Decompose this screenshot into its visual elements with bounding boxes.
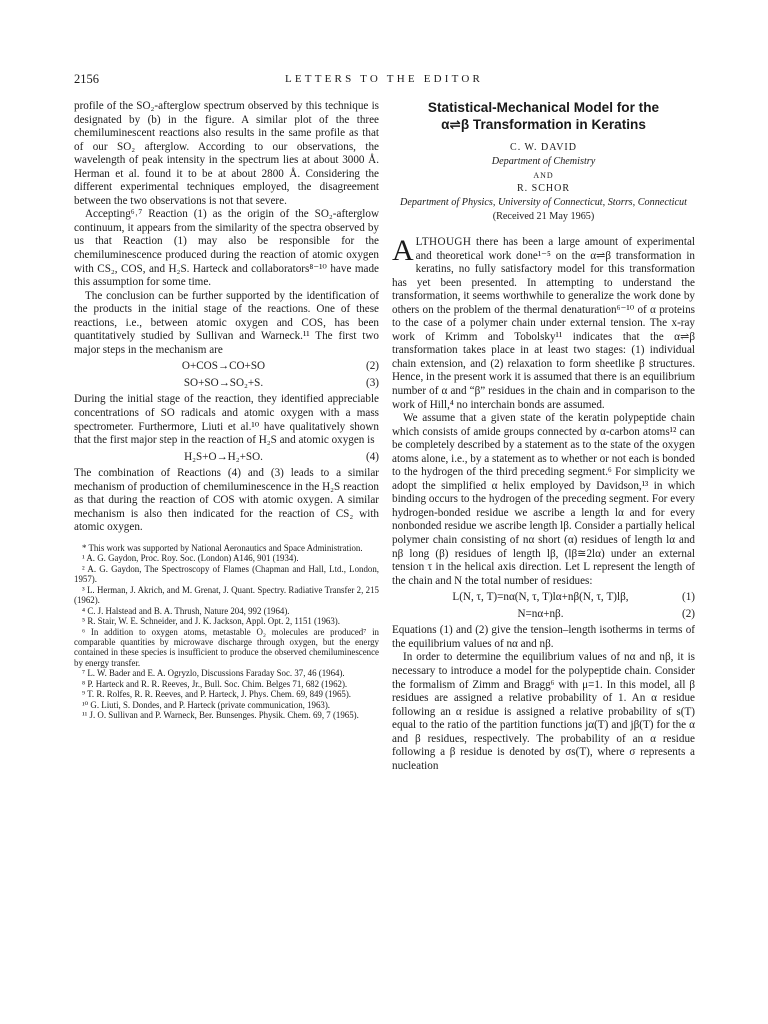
page-number: 2156 [74, 72, 99, 86]
and-word: AND [533, 171, 554, 180]
right-paragraph-1 [392, 236, 695, 412]
author-1: C. W. DAVID [510, 142, 577, 153]
right-paragraph-1-text: there has been a large amount of experimental and theoretical work done¹⁻⁵ on the α⇌β transformation in keratins, no fully satisfactory model for this transformation has yet been presented. In attempting to understand the transformation, it seems worthwhile to generalize the work done by others on the problem of the thermal denaturation⁶⁻¹⁰ of α proteins to the case of a polymer chain under external tension. The x-ray work of Krimm and Tobolsky¹¹ indicates that the α⇌β transformation takes place in at least two stages: (1) individual chain extension, and (2) relaxation to form sheetlike β structures. Hence, in the present work it is assumed that there is an equilibrium number of α and “β” residues in the chain and in comparison to the work of Hill,⁴ no interchain bonds are assumed. [392, 236, 695, 411]
equation-4 [74, 451, 379, 465]
running-head: LETTERS TO THE EDITOR [284, 73, 484, 85]
affiliation-1: Department of Chemistry [491, 156, 596, 167]
left-paragraph-2: Accepting⁶˒⁷ Reaction (1) as the origin of the SO₂-afterglow continuum, it appears from the similarity of the spectra observed by us that Reaction (1) may also be responsible for the chemiluminescence produced during the reaction of atomic oxygen with CS₂, COS, and H₂S. Harteck and collaborators⁸⁻¹⁰ have made this assumption for some time. [74, 208, 379, 289]
equation-3-text: SO+SO→SO₂+S. [183, 376, 264, 389]
right-paragraph-3: Equations (1) and (2) give the tension–length isotherms in terms of the equilibrium values of nα and nβ. [392, 624, 695, 650]
footnote: ² A. G. Gaydon, The Spectroscopy of Flames (Chapman and Hall, Ltd., London, 1957). [74, 563, 379, 585]
footnote: ¹⁰ G. Liuti, S. Dondes, and P. Harteck (private communication, 1963). [82, 699, 331, 710]
footnote: ⁷ L. W. Bader and E. A. Ogryzlo, Discussions Faraday Soc. 37, 46 (1964). [82, 668, 345, 679]
equation-3-number: (3) [366, 376, 379, 389]
equation-2-number: (2) [366, 360, 379, 373]
left-paragraph-3: The conclusion can be further supported by the identification of the products in the initial stage of the reactions. One of these reactions, i.e., between atomic oxygen and COS, has been quantitatively studied by Sullivan and Warneck.¹¹ The first two major steps in the mechanism are [74, 289, 379, 356]
equation-1 [392, 591, 695, 605]
equation-2-right [392, 608, 695, 622]
article-title-line-2: α⇌β Transformation in Keratins [441, 116, 646, 132]
left-column [74, 100, 379, 721]
equation-4-text: H₂S+O→H₂+SO. [184, 450, 263, 463]
drop-cap: A [392, 234, 414, 267]
right-paragraph-4: In order to determine the equilibrium values of nα and nβ, it is necessary to introduce a model for the polypeptide chain. Consider the formalism of Zimm and Bragg⁶ with μ=1. In this model, all β residues are assigned a relative probability of 1. An α residue following an α residue is assigned a relative probability of s(T) equal to the ratio of the partition functions jα(T) and jβ(T) for the α and β residues, respectively. The probability of an α residue following a β residue is denoted by σs(T), where σ represents a nucleation [392, 651, 695, 772]
right-column [392, 100, 695, 773]
footnote: ⁸ P. Harteck and R. R. Reeves, Jr., Bull. Soc. Chim. Belges 71, 682 (1962). [82, 678, 348, 689]
article-body [392, 236, 695, 773]
article-title-line-1: Statistical-Mechanical Model for the [427, 100, 660, 115]
footnote: ⁵ R. Stair, W. E. Schneider, and J. K. Jackson, Appl. Opt. 2, 1151 (1963). [82, 616, 340, 627]
left-paragraph-5: The combination of Reactions (4) and (3) leads to a similar mechanism of production of chemiluminescence in the H₂S reaction as that during the reaction of COS with atomic oxygen. A similar mechanism is also then indicated for the reaction of CS₂ with atomic oxygen. [74, 467, 379, 534]
equation-3 [74, 377, 379, 391]
equation-2-text: O+COS→CO+SO [181, 360, 266, 373]
equation-2-right-number: (2) [682, 607, 695, 620]
footnote: ³ L. Herman, J. Akrich, and M. Grenat, J. Quant. Spectry. Radiative Transfer 2, 215 (1962). [74, 584, 379, 606]
equation-2 [74, 360, 379, 374]
footnote: ¹¹ J. O. Sullivan and P. Warneck, Ber. Bunsenges. Physik. Chem. 69, 7 (1965). [82, 710, 359, 721]
footnotes [74, 543, 379, 721]
right-paragraph-2: We assume that a given state of the keratin polypeptide chain which consists of amide groups connected by α-carbon atoms¹² can be completely described by a statement as to the state of the oxygen atoms alone, i.e., by a statement as to whether or not each is bonded to the hydrogen of the third preceding segment.⁶ For simplicity we adopt the simplified α helix employed by Davidson,¹³ in which binding occurs to the hydrogen of the preceding segment. For every hydrogen-bonded residue we ascribe a length lα and for every nonbonded residue we ascribe length lβ. Consider a partially helical polymer chain consisting of nα short (α) residues of length lα and nβ long (β) residues of length lβ, (lβ≅2lα) under an external tension τ in the helical axis direction. Let L represent the length of the chain and N the total number of residues: [392, 412, 695, 587]
footnote: * This work was supported by National Aeronautics and Space Administration. [82, 542, 363, 553]
page-header [74, 72, 694, 86]
equation-1-text: L(N, τ, T)=nα(N, τ, T)lα+nβ(N, τ, T)lβ, [452, 591, 629, 604]
first-word: LTHOUGH [415, 236, 472, 248]
footnote: ⁶ In addition to oxygen atoms, metastable O₂ molecules are produced⁷ in comparable quantities by microwave discharge through oxygen, but the energy contained in these species is insufficient to produce the observed chemiluminescence by energy transfer. [74, 626, 379, 668]
footnote: ⁹ T. R. Rolfes, R. R. Reeves, and P. Harteck, J. Phys. Chem. 69, 849 (1965). [82, 689, 351, 700]
equation-1-number: (1) [682, 591, 695, 604]
received-date: (Received 21 May 1965) [492, 211, 595, 222]
author-2: R. SCHOR [516, 183, 570, 194]
footnote: ¹ A. G. Gaydon, Proc. Roy. Soc. (London) A146, 901 (1934). [82, 553, 299, 564]
left-paragraph-1: profile of the SO₂-afterglow spectrum observed by this technique is designated by (b) in the figure. A similar plot of the three chemiluminescent reactions also results in the same profile as that of our SO₂ afterglow. According to our observations, the wavelength of peak intensity in the spectrum lies at about 3000 Å. Herman et al. found it to be at about 2800 Å. Considering the different experimental techniques employed, the disagreement between the two observations is not that severe. [74, 100, 379, 207]
equation-4-number: (4) [366, 450, 379, 463]
left-paragraph-4: During the initial stage of the reaction, they identified appreciable concentrations of SO radicals and atomic oxygen with a mass spectrometer. Furthermore, Liuti et al.¹⁰ have qualitatively shown that the first major step in the reaction of H₂S and atomic oxygen is [74, 393, 379, 447]
equation-2-right-text: N=nα+nβ. [517, 607, 564, 620]
footnote: ⁴ C. J. Halstead and B. A. Thrush, Nature 204, 992 (1964). [82, 605, 290, 616]
affiliation-2: Department of Physics, University of Connecticut, Storrs, Connecticut [400, 197, 687, 208]
